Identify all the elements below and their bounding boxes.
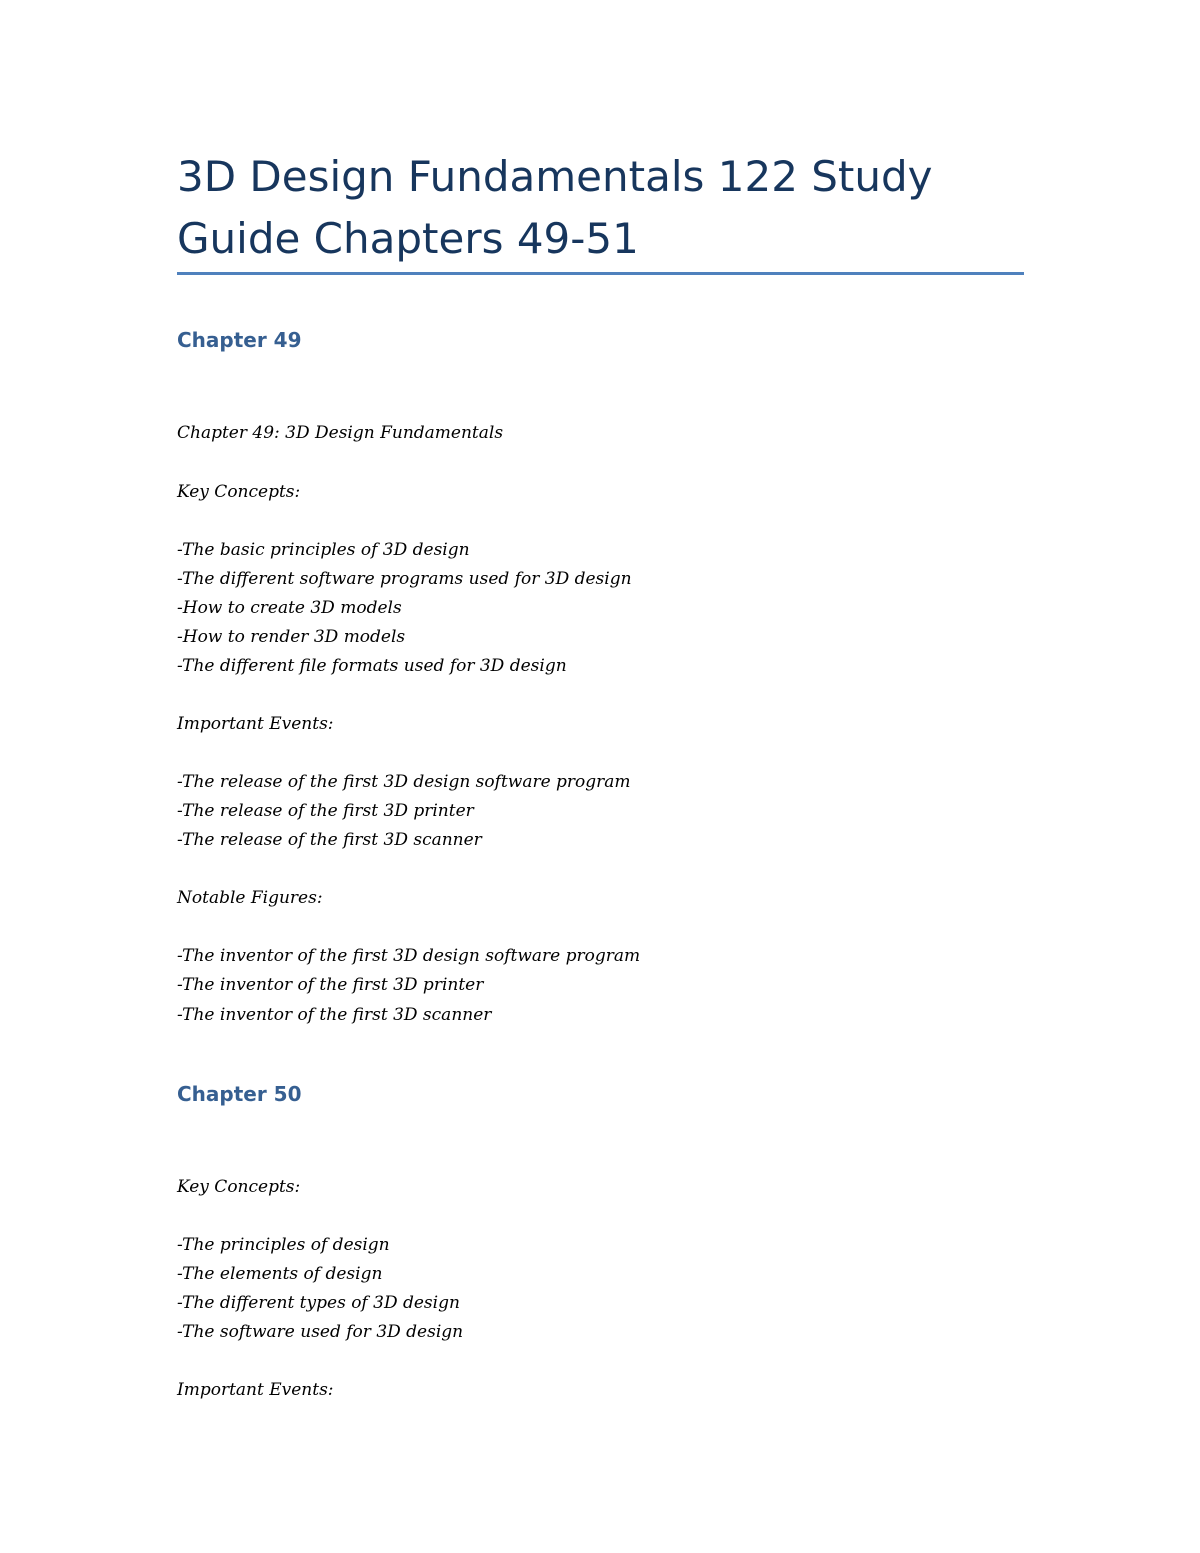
chapter-49-heading: Chapter 49 [177, 328, 302, 352]
chapter-49-key-concept-item: -How to render 3D models [177, 627, 406, 647]
chapter-50-key-concept-item: -The software used for 3D design [177, 1322, 464, 1342]
chapter-49-notable-figure-item: -The inventor of the first 3D printer [177, 975, 484, 995]
chapter-49-key-concept-item: -The basic principles of 3D design [177, 540, 470, 560]
chapter-50-key-concept-item: -The principles of design [177, 1235, 390, 1255]
chapter-49-key-concept-item: -How to create 3D models [177, 598, 402, 618]
chapter-50-key-concept-item: -The different types of 3D design [177, 1293, 460, 1313]
chapter-49-notable-figure-item: -The inventor of the first 3D design software program [177, 946, 641, 966]
chapter-49-key-concept-item: -The different file formats used for 3D design [177, 656, 567, 676]
chapter-49-notable-figure-item: -The inventor of the first 3D scanner [177, 1005, 492, 1025]
chapter-50-important-events-label: Important Events: [177, 1380, 334, 1400]
chapter-50-key-concept-item: -The elements of design [177, 1264, 383, 1284]
chapter-49-subtitle: Chapter 49: 3D Design Fundamentals [177, 423, 504, 443]
chapter-49-important-event-item: -The release of the first 3D design software program [177, 772, 631, 792]
title-underline-rule [177, 272, 1024, 275]
chapter-49-key-concept-item: -The different software programs used for 3D design [177, 569, 632, 589]
chapter-49-important-event-item: -The release of the first 3D printer [177, 801, 474, 821]
document-title: 3D Design Fundamentals 122 Study Guide Chapters 49-51 [177, 152, 933, 263]
chapter-49-important-events-label: Important Events: [177, 714, 334, 734]
chapter-50-key-concepts-label: Key Concepts: [177, 1177, 301, 1197]
chapter-49-important-event-item: -The release of the first 3D scanner [177, 830, 482, 850]
chapter-49-notable-figures-label: Notable Figures: [177, 888, 323, 908]
chapter-50-heading: Chapter 50 [177, 1082, 302, 1106]
chapter-49-key-concepts-label: Key Concepts: [177, 482, 301, 502]
